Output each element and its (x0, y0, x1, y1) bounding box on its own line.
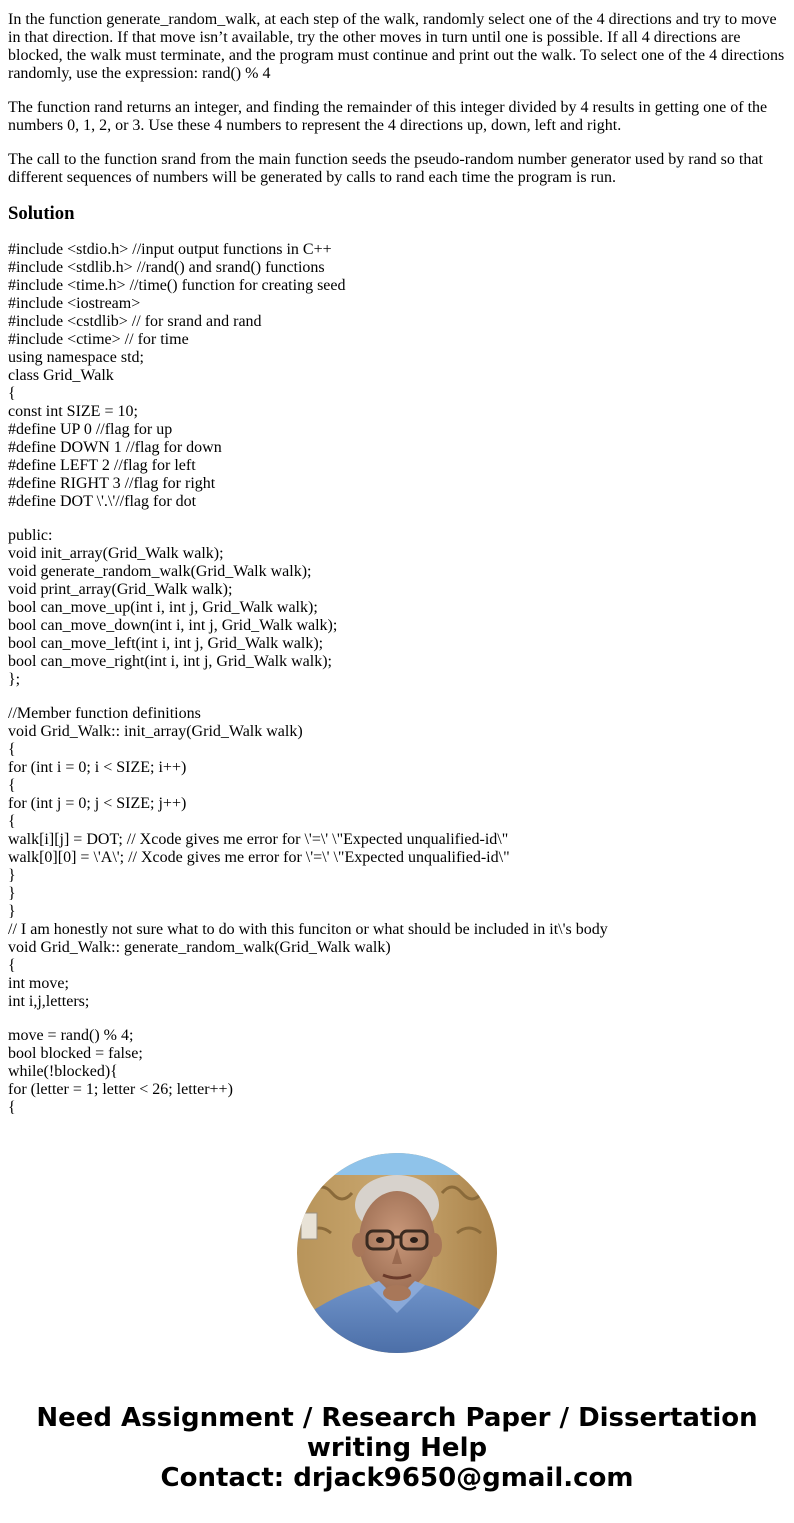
code-line: #define UP 0 //flag for up (8, 421, 173, 438)
code-line: #include <iostream> (8, 295, 141, 312)
code-line: int i,j,letters; (8, 993, 90, 1010)
code-line: #define DOWN 1 //flag for down (8, 439, 222, 456)
code-line: void print_array(Grid_Walk walk); (8, 581, 233, 598)
code-section-3 (8, 705, 788, 1011)
code-line: { (8, 1099, 16, 1116)
code-line: while(!blocked){ (8, 1063, 118, 1080)
code-line: void Grid_Walk:: init_array(Grid_Walk walk) (8, 723, 303, 740)
code-line: #include <stdlib.h> //rand() and srand() functions (8, 259, 325, 276)
code-line: bool blocked = false; (8, 1045, 143, 1062)
code-line: #include <cstdlib> // for srand and rand (8, 313, 262, 330)
code-line: const int SIZE = 10; (8, 403, 138, 420)
intro-paragraph-2: The function rand returns an integer, and finding the remainder of this integer divided by 4 results in getting one of the numbers 0, 1, 2, or 3. Use these 4 numbers to represent the 4 directions up, down, left and right. (8, 99, 768, 134)
code-line: void generate_random_walk(Grid_Walk walk); (8, 563, 312, 580)
code-line: void init_array(Grid_Walk walk); (8, 545, 224, 562)
code-line: bool can_move_right(int i, int j, Grid_Walk walk); (8, 653, 332, 670)
promo-line-1: Need Assignment / Research Paper / Dissertation (36, 1403, 758, 1433)
code-line: walk[0][0] = \'A\'; // Xcode gives me error for \'=\' \"Expected unqualified-id\" (8, 849, 510, 866)
promo-contact: Contact: drjack9650@gmail.com (160, 1463, 634, 1493)
code-section-4 (8, 1027, 788, 1117)
code-section-1 (8, 241, 788, 511)
code-line: for (int j = 0; j < SIZE; j++) (8, 795, 187, 812)
code-line: } (8, 885, 16, 902)
code-line: }; (8, 671, 21, 688)
code-line: { (8, 813, 16, 830)
code-line: #include <ctime> // for time (8, 331, 189, 348)
code-gap (8, 689, 788, 705)
code-line: { (8, 741, 16, 758)
code-line: //Member function definitions (8, 705, 201, 722)
code-line: move = rand() % 4; (8, 1027, 134, 1044)
code-line: walk[i][j] = DOT; // Xcode gives me error for \'=\' \"Expected unqualified-id\" (8, 831, 509, 848)
code-line: // I am honestly not sure what to do with this funciton or what should be included in it\'s body (8, 921, 608, 938)
code-line: for (letter = 1; letter < 26; letter++) (8, 1081, 233, 1098)
code-line: void Grid_Walk:: generate_random_walk(Grid_Walk walk) (8, 939, 391, 956)
code-section-2 (8, 527, 788, 689)
code-line: } (8, 867, 16, 884)
code-line: { (8, 777, 16, 794)
code-line: { (8, 957, 16, 974)
code-line: bool can_move_down(int i, int j, Grid_Walk walk); (8, 617, 338, 634)
intro-paragraph-3: The call to the function srand from the main function seeds the pseudo-random number generator used by rand so that different sequences of numbers will be generated by calls to rand each time the program is run. (8, 151, 763, 186)
avatar (297, 1153, 497, 1353)
code-line: bool can_move_up(int i, int j, Grid_Walk walk); (8, 599, 318, 616)
profile-photo-icon (297, 1153, 497, 1353)
document-content (8, 11, 788, 1117)
promo-line-2: writing Help (306, 1433, 488, 1463)
code-line: #include <time.h> //time() function for creating seed (8, 277, 346, 294)
code-gap (8, 1011, 788, 1027)
code-line: #define RIGHT 3 //flag for right (8, 475, 216, 492)
intro-paragraph-1: In the function generate_random_walk, at each step of the walk, randomly select one of the 4 directions and try to move in that direction. If that move isn’t available, try the other moves in turn until one is possible. If all 4 directions are blocked, the walk must terminate, and the program must continue and print out the walk. To select one of the 4 directions randomly, use the expression: rand() % 4 (8, 11, 785, 82)
code-line: public: (8, 527, 53, 544)
code-line: { (8, 385, 16, 402)
code-line: int move; (8, 975, 69, 992)
solution-heading: Solution (8, 203, 75, 224)
code-line: #define DOT \'.\'//flag for dot (8, 493, 197, 510)
promo-banner (0, 1403, 794, 1493)
code-line: for (int i = 0; i < SIZE; i++) (8, 759, 187, 776)
code-line: } (8, 903, 16, 920)
code-line: #define LEFT 2 //flag for left (8, 457, 196, 474)
code-line: #include <stdio.h> //input output functions in C++ (8, 241, 332, 258)
code-line: class Grid_Walk (8, 367, 114, 384)
code-line: using namespace std; (8, 349, 144, 366)
code-line: bool can_move_left(int i, int j, Grid_Walk walk); (8, 635, 324, 652)
code-gap (8, 511, 788, 527)
code-block (8, 241, 788, 1117)
